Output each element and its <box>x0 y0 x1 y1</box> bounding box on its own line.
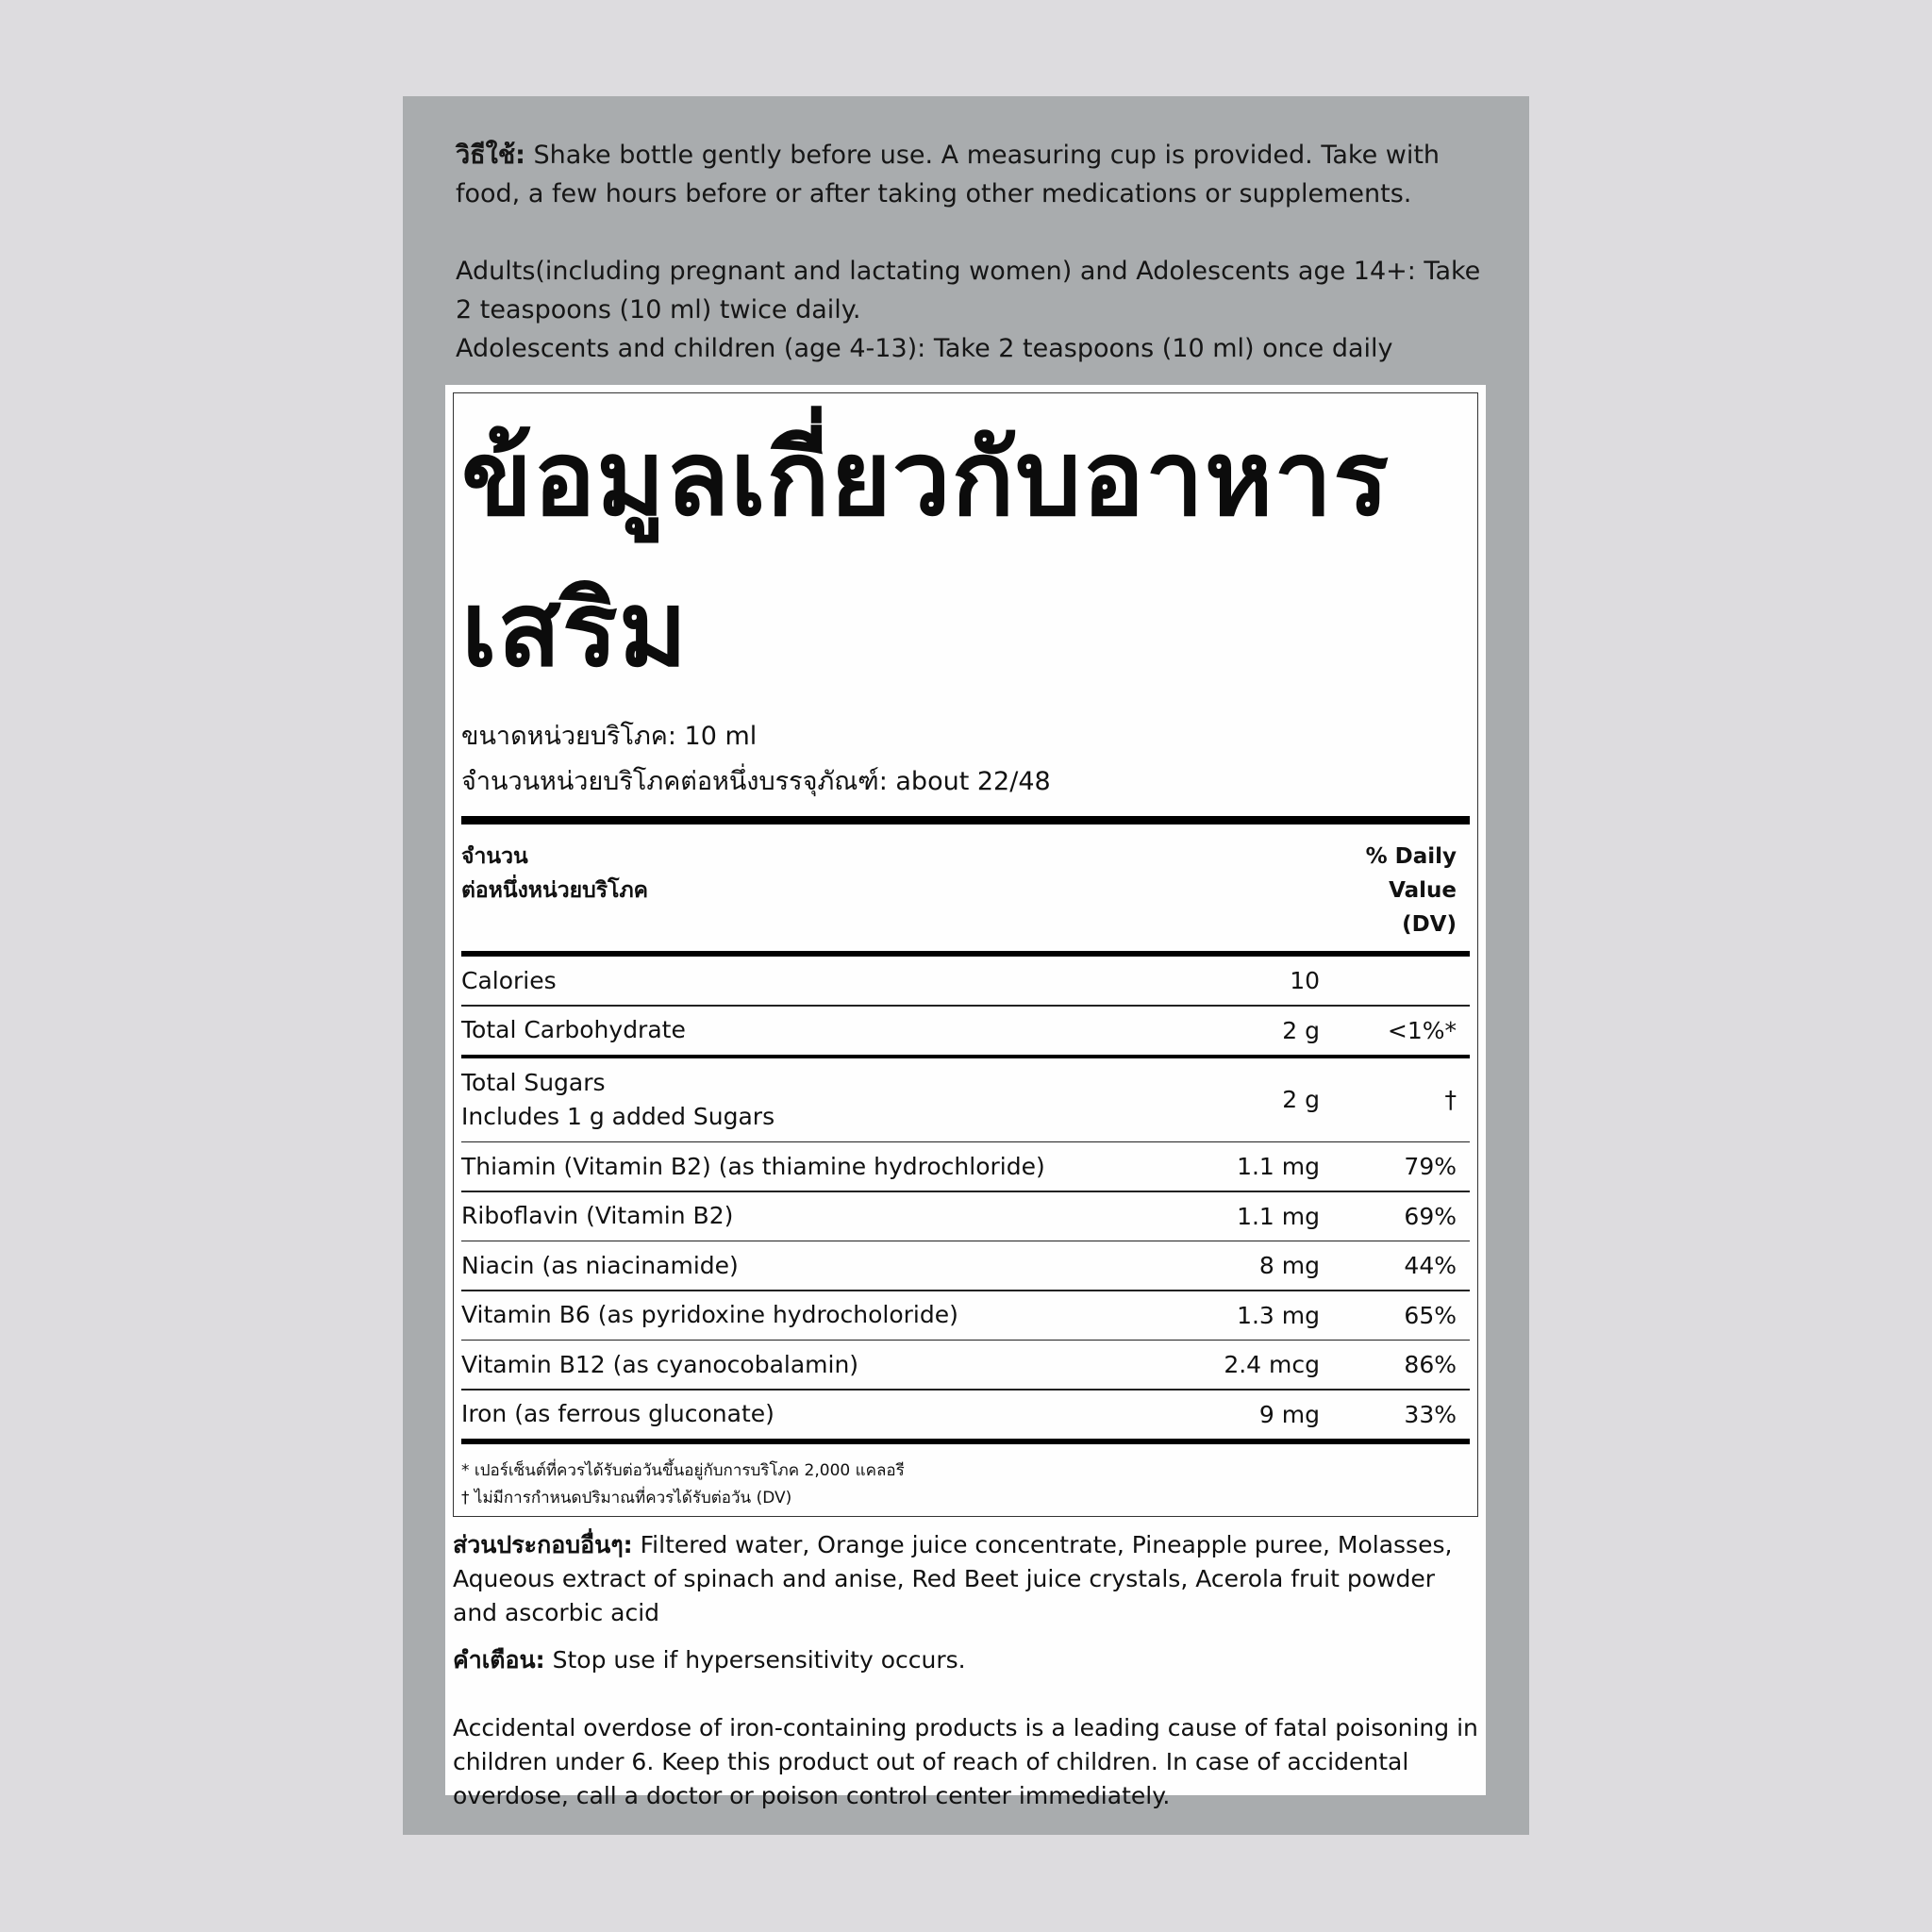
table-row <box>461 1058 1470 1141</box>
other-info-section <box>453 1528 1481 1813</box>
accidental-overdose-warning: Accidental overdose of iron-containing products is a leading cause of fatal poisoning in children under 6. Keep this product out of reach of children. In case of accidental overdose, call a doctor or poison control center immediately. <box>453 1714 1478 1809</box>
nutrient-name-line2: Includes 1 g added Sugars <box>461 1102 775 1130</box>
nutrient-name: Vitamin B12 (as cyanocobalamin) <box>461 1350 859 1378</box>
header-amount-line2: ต่อหนึ่งหน่วยบริโภค <box>461 878 648 903</box>
header-dv <box>1366 840 1457 941</box>
header-amount <box>461 840 648 941</box>
nutrient-amount: 1.1 mg <box>1237 1202 1320 1230</box>
footnote-dv-not-established: † ไม่มีการกำหนดปริมาณที่ควรได้รับต่อวัน (DV) <box>461 1488 792 1507</box>
divider-medium <box>461 1439 1470 1444</box>
white-label-area <box>445 385 1486 1809</box>
nutrient-name: Thiamin (Vitamin B2) (as thiamine hydrochloride) <box>461 1152 1045 1180</box>
table-row <box>461 957 1470 1005</box>
adults-dosage: Adults(including pregnant and lactating women) and Adolescents age 14+: Take 2 teaspoons (10 ml) twice daily. <box>456 257 1481 325</box>
facts-header <box>461 824 1470 951</box>
nutrient-name <box>461 1066 1131 1134</box>
facts-title-line2: เสริม <box>461 569 689 690</box>
nutrient-amount: 2 g <box>1282 1016 1320 1044</box>
warning <box>453 1643 1481 1677</box>
nutrient-amount: 2.4 mcg <box>1224 1351 1320 1378</box>
directions-paragraph <box>456 136 1484 213</box>
table-row <box>461 1007 1470 1055</box>
facts-title-line1: ข้อมูลเกี่ยวกับอาหาร <box>461 418 1391 539</box>
divider-thick <box>461 816 1470 824</box>
table-row <box>461 1142 1470 1191</box>
header-amount-line1: จำนวน <box>461 844 528 869</box>
facts-title <box>461 403 1470 705</box>
label-panel <box>403 96 1529 1835</box>
nutrient-name: Total Carbohydrate <box>461 1016 686 1043</box>
serving-info <box>461 714 1470 805</box>
nutrient-amount: 8 mg <box>1258 1252 1320 1279</box>
nutrient-name: Niacin (as niacinamide) <box>461 1251 739 1279</box>
warning-text: Stop use if hypersensitivity occurs. <box>544 1646 966 1674</box>
table-row <box>461 1391 1470 1439</box>
directions-label: วิธีใช้: <box>456 141 525 170</box>
nutrient-name-line1: Total Sugars <box>461 1068 606 1096</box>
nutrient-amount: 1.3 mg <box>1237 1301 1320 1329</box>
table-row <box>461 1192 1470 1241</box>
table-row <box>461 1341 1470 1389</box>
nutrient-amount: 1.1 mg <box>1237 1153 1320 1180</box>
nutrient-name: Vitamin B6 (as pyridoxine hydrocholoride) <box>461 1301 958 1328</box>
nutrient-dv: 65% <box>1404 1301 1457 1329</box>
directions-section <box>456 136 1484 368</box>
children-dosage: Adolescents and children (age 4-13): Take 2 teaspoons (10 ml) once daily <box>456 334 1393 363</box>
other-ingredients-label: ส่วนประกอบอื่นๆ: <box>453 1531 633 1558</box>
other-ingredients <box>453 1528 1481 1630</box>
nutrient-dv: 44% <box>1404 1252 1457 1279</box>
nutrient-dv: 33% <box>1404 1400 1457 1428</box>
header-dv-line2: Value <box>1389 878 1457 903</box>
nutrient-dv: <1%* <box>1387 1016 1457 1044</box>
supplement-facts-box <box>453 392 1478 1517</box>
nutrient-dv: 79% <box>1404 1153 1457 1180</box>
header-dv-line1: % Daily <box>1365 844 1457 869</box>
nutrient-dv: 69% <box>1404 1202 1457 1230</box>
serving-size: ขนาดหน่วยบริโภค: 10 ml <box>461 722 758 751</box>
table-row <box>461 1241 1470 1290</box>
nutrient-name: Calories <box>461 966 557 994</box>
header-dv-line3: (DV) <box>1402 912 1457 937</box>
nutrient-amount: 2 g <box>1282 1086 1320 1113</box>
warning-label: คำเตือน: <box>453 1646 545 1674</box>
nutrient-name: Iron (as ferrous gluconate) <box>461 1400 774 1427</box>
other-ingredients-text: Filtered water, Orange juice concentrate, Pineapple puree, Molasses, Aqueous extract of spinach and anise, Red Beet juice crystals, Acerola fruit powder and ascorbic acid <box>453 1531 1453 1626</box>
directions-text: Shake bottle gently before use. A measuring cup is provided. Take with food, a few hours before or after taking other medications or supplements. <box>456 141 1441 208</box>
footnotes <box>461 1457 1470 1512</box>
nutrient-name: Riboflavin (Vitamin B2) <box>461 1202 734 1229</box>
nutrient-amount: 9 mg <box>1258 1400 1320 1428</box>
table-row <box>461 1291 1470 1340</box>
nutrient-amount: 10 <box>1290 967 1320 994</box>
footnote-dv-basis: * เปอร์เซ็นต์ที่ควรได้รับต่อวันขึ้นอยู่กับการบริโภค 2,000 แคลอรี <box>461 1460 905 1480</box>
nutrient-dv: † <box>1444 1086 1457 1113</box>
servings-per-container: จำนวนหน่วยบริโภคต่อหนึ่งบรรจุภัณฑ์: about 22/48 <box>461 767 1051 796</box>
nutrient-dv: 86% <box>1404 1351 1457 1378</box>
